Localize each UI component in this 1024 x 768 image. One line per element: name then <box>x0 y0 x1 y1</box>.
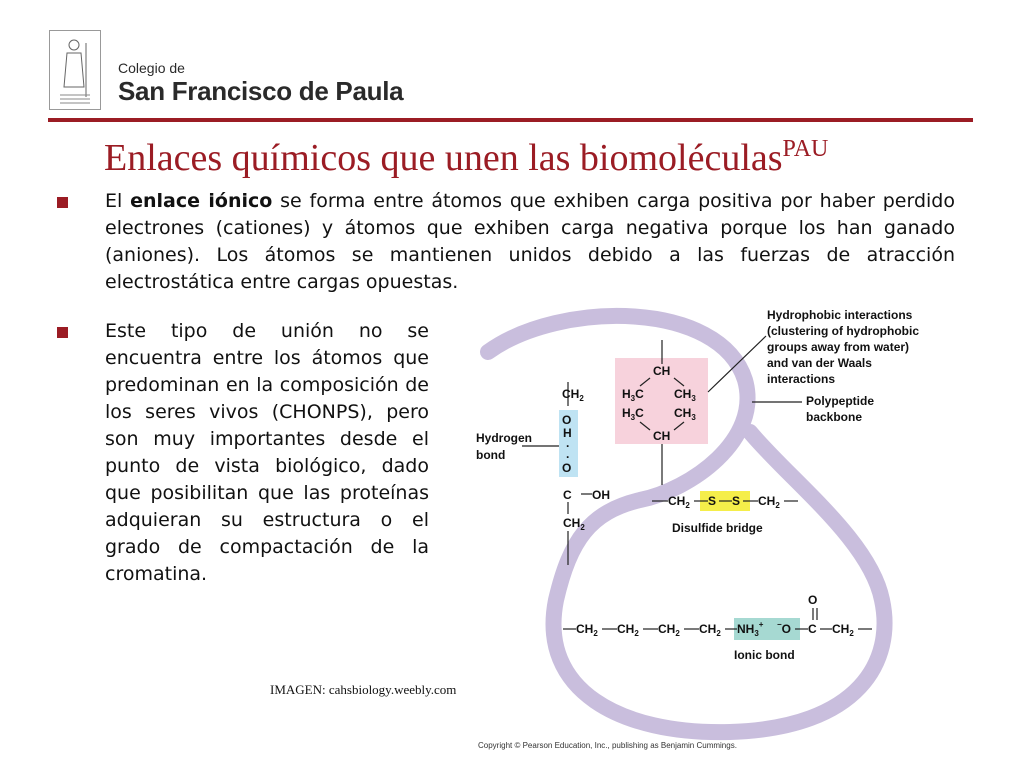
svg-text:CH2: $CH_2$ <box>617 622 639 638</box>
backbone-label-1: Polypeptide <box>806 394 875 408</box>
svg-text:CH2: $CH_2$ <box>576 622 598 638</box>
svg-text:CH2: $CH_2$ <box>758 494 780 510</box>
disulfide-label: Disulfide bridge <box>672 521 763 535</box>
slide-title-text: Enlaces químicos que unen las biomoléculas <box>104 137 783 179</box>
o-top: O <box>562 413 572 427</box>
hydrophobic-label-3: groups away from water) <box>767 340 910 354</box>
svg-text:H3C: $H_3C$ <box>622 387 644 403</box>
image-caption: IMAGEN: cahsbiology.weebly.com <box>270 682 457 697</box>
dot2: · <box>566 450 570 464</box>
svg-text:CH2: $CH_2$ <box>832 622 854 638</box>
svg-text:S: S <box>732 494 741 508</box>
bullet-text-2: Este tipo de unión no se encuentra entre los átomos que predominan en la composición de los seres vivos (CHONPS), pero son muy importantes desde el punto de vista biológico, dado que posibilitan que las proteínas adquieran su estructura o el grado de compactación de la cromatina. <box>105 320 429 585</box>
o-bottom: O <box>562 461 572 475</box>
ch2-bottom: $CH_2$ <box>563 516 585 532</box>
hydrophobic-label-2: (clustering of hydrophobic <box>767 324 919 338</box>
bullet-1-rest: se forma entre átomos que exhiben carga positiva por haber perdido electrones (cationes) y átomos que exhiben carga negativa porque los han ganado (aniones). Los átomos se mantienen unidos debido a las fuerzas de atracción electrostática entre cargas opuestas. <box>105 190 955 293</box>
svg-text:NH3+: $NH_3^+$ <box>737 620 764 638</box>
svg-text:O: O <box>808 593 818 607</box>
oh: OH <box>592 488 610 502</box>
school-name-line2: San Francisco de Paula <box>118 76 404 106</box>
svg-text:CH3: $CH_3$ <box>674 406 696 422</box>
svg-text:CH: CH <box>653 429 671 443</box>
school-name-line1: Colegio de <box>118 60 185 76</box>
bullet-1-bold: enlace iónico <box>130 190 273 212</box>
h-atom: H <box>563 426 572 440</box>
svg-text:CH3: $CH_3$ <box>674 387 696 403</box>
svg-text:S: S <box>708 494 717 508</box>
c-oh: C <box>563 488 572 502</box>
hbond-label-2: bond <box>476 448 506 462</box>
svg-text:CH2: $CH_2$ <box>668 494 690 510</box>
hydrophobic-label-1: Hydrophobic interactions <box>767 308 913 322</box>
svg-text:CH: CH <box>653 364 671 378</box>
hbond-label-1: Hydrogen <box>476 431 533 445</box>
svg-text:H3C: $H_3C$ <box>622 406 644 422</box>
svg-text:CH2: $CH_2$ <box>699 622 721 638</box>
bullet-1-prefix: El <box>105 190 131 212</box>
ionic-label: Ionic bond <box>734 648 795 662</box>
hydrophobic-label-5: interactions <box>767 372 836 386</box>
figure-copyright: Copyright © Pearson Education, Inc., publishing as Benjamin Cummings. <box>478 741 737 750</box>
dot1: · <box>566 439 570 453</box>
ch2-top: $CH_2$ <box>562 387 584 403</box>
slide-title-sup: PAU <box>782 136 829 162</box>
svg-text:C: C <box>808 622 817 636</box>
hydrophobic-label-4: and van der Waals <box>767 356 872 370</box>
svg-text:CH2: $CH_2$ <box>658 622 680 638</box>
backbone-label-2: backbone <box>806 410 863 424</box>
svg-text:−O: −O <box>777 620 792 636</box>
